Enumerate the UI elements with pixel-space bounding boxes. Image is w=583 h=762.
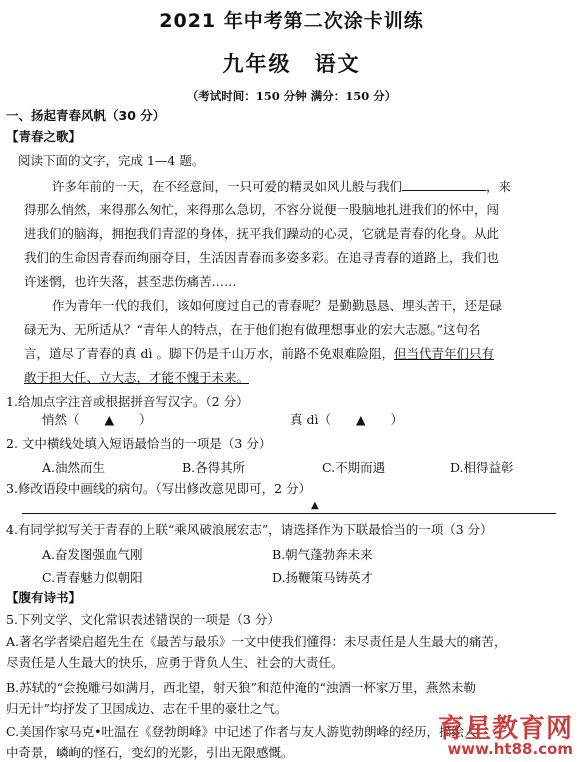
question-4: 4.有同学拟写关于青春的上联“乘风破浪展宏志”，请选择作为下联最恰当的一项（3 分） — [6, 522, 493, 537]
part-title-youth-song: 【青春之歌】 — [6, 129, 82, 144]
exam-info: （考试时间：150 分钟 满分：150 分） — [186, 89, 397, 103]
q5-option-c[interactable]: C.美国作家马克•吐温在《登勃朗峰》中记述了作者与友人游览勃朗峰的经历，描绘人 — [6, 724, 477, 739]
passage-line: 碌无为、无所适从？“青年人的特点，在于他们抱有做理想事业的宏大志愿。”这句名 — [24, 322, 481, 337]
q1-answer-a: 悄然（ ▲ ） — [42, 412, 152, 427]
q2-option-d[interactable]: D.相得益彰 — [450, 460, 514, 475]
passage-line: 进我们的脑海，拥抱我们青涩的身体，抚平我们躁动的心灵，它就是青春的化身。从此 — [24, 226, 500, 241]
passage-line: 言，道尽了青春的真 dì 。脚下仍是千山万水，前路不免艰难险阻，但当代青年们只有 — [24, 346, 494, 361]
q2-option-c[interactable]: C.不期而遇 — [322, 460, 386, 475]
passage-line: 许多年前的一天，在不经意间，一只可爱的精灵如风儿般与我们 ，来 — [52, 179, 512, 194]
q4-option-c[interactable]: C.青春魅力似朝阳 — [42, 570, 143, 585]
page-title: 2021 年中考第二次涂卡训练 — [159, 10, 424, 32]
q5-option-b[interactable]: B.苏轼的“会挽雕弓如满月，西北望，射天狼”和范仲淹的“浊酒一杯家万里，燕然未勒 — [6, 680, 476, 695]
q4-option-d[interactable]: D.扬鞭策马铸英才 — [272, 570, 374, 585]
question-2: 2. 文中横线处填入短语最恰当的一项是（3 分） — [6, 436, 272, 451]
answer-marker: ▲ — [311, 500, 319, 511]
q5-option-a-cont: 尽责任是人生最大的快乐，应勇于背负人生、社会的大责任。 — [6, 655, 344, 670]
q5-option-a[interactable]: A.著名学者梁启超先生在《最苦与最乐》一文中使我们懂得：未尽责任是人生最大的痛苦， — [6, 634, 507, 649]
q2-option-b[interactable]: B.各得其所 — [182, 460, 246, 475]
page-subtitle: 九年级 语文 — [222, 52, 361, 76]
passage-line: 得那么悄然，来得那么匆忙，来得那么急切，不容分说便一股脑地扎进我们的怀中，闯 — [24, 202, 500, 217]
question-5: 5.下列文学、文化常识表述错误的一项是（3 分） — [6, 612, 280, 627]
watermark-name: 育星教育网 — [437, 714, 573, 744]
q5-option-c-cont: 中奇景，嶙峋的怪石，变幻的光影，引出无限感慨。 — [6, 745, 294, 760]
fill-blank — [402, 178, 486, 191]
q2-option-a[interactable]: A.油然而生 — [42, 460, 106, 475]
passage-line — [24, 370, 249, 386]
passage-line: 许迷惘，也许失落，甚至悲伤痛苦…… — [24, 274, 237, 289]
q4-option-a[interactable]: A.奋发图强血气刚 — [42, 547, 143, 562]
passage-line: 作为青年一代的我们，该如何度过自己的青春呢？是勤勤恳恳、埋头苦干，还是碌 — [52, 298, 503, 313]
reading-instruction: 阅读下面的文字，完成 1—4 题。 — [18, 153, 205, 168]
q4-option-b[interactable]: B.朝气蓬勃奔未来 — [272, 547, 373, 562]
answer-line[interactable] — [22, 513, 556, 514]
question-3: 3.修改语段中画线的病句。（写出修改意见即可，2 分） — [6, 481, 312, 496]
passage-line: 我们的生命因青春而绚丽夺目，生活因青春而多姿多彩。在追寻青春的道路上，我们也 — [24, 250, 500, 265]
q5-option-b-cont: 归无计”均抒发了卫国成边、志在千里的豪壮之气。 — [6, 701, 288, 716]
watermark-url: www.ht88.com — [447, 740, 573, 758]
q1-answer-b: 真 dì（ ▲ ） — [290, 412, 404, 427]
part-title-poetry: 【腹有诗书】 — [6, 590, 82, 605]
underlined-sentence: 敢于担大任、立大志，才能不愧于未来。 — [24, 370, 250, 385]
underlined-sentence: 但当代青年们只有 — [393, 346, 494, 361]
question-1: 1.给加点字注音或根据拼音写汉字。（2 分） — [6, 394, 249, 409]
site-watermark — [379, 708, 579, 760]
section-heading: 一、扬起青春风帆（30 分） — [6, 108, 166, 123]
